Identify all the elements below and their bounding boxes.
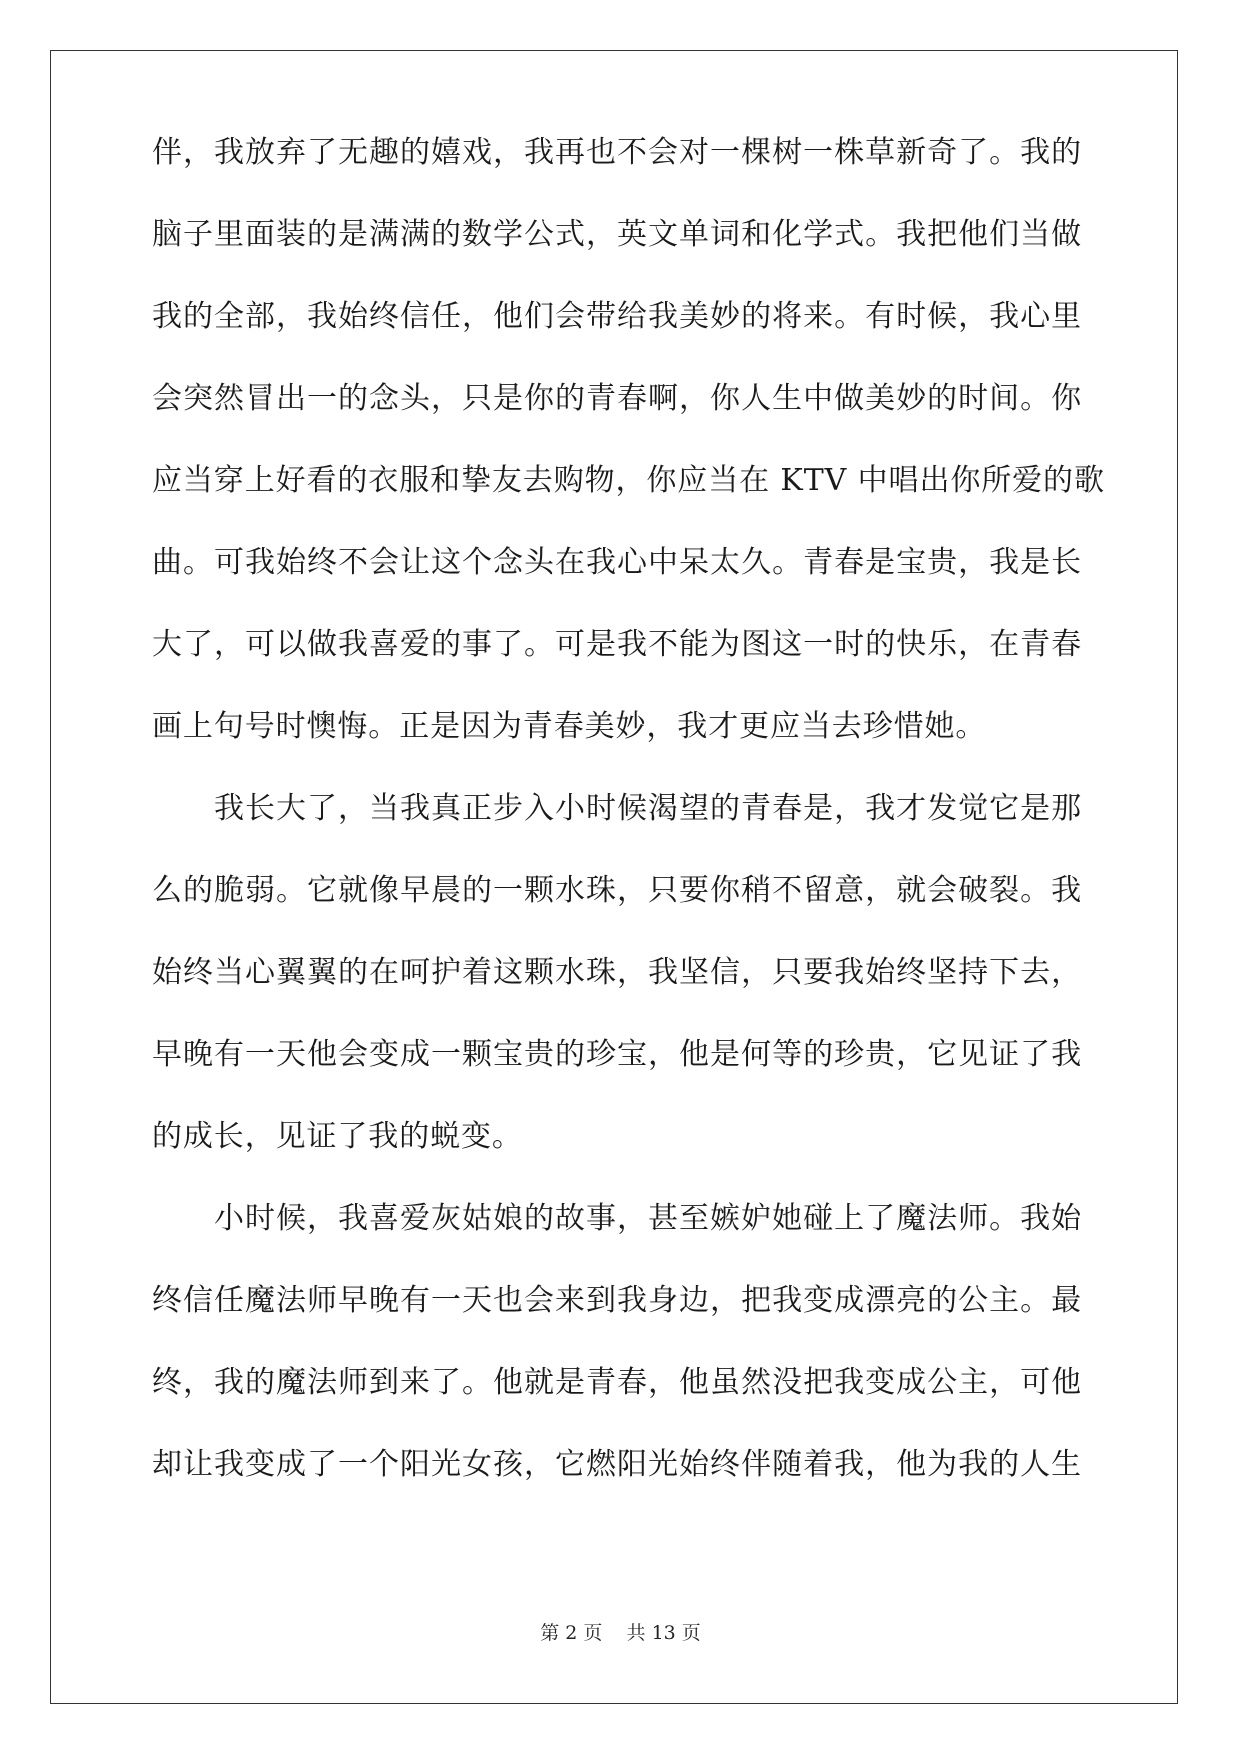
text-line: 我的全部，我始终信任，他们会带给我美妙的将来。有时候，我心里 xyxy=(152,299,1082,334)
text-line: 么的脆弱。它就像早晨的一颗水珠，只要你稍不留意，就会破裂。我 xyxy=(152,873,1082,908)
text-line: 终信任魔法师早晚有一天也会来到我身边，把我变成漂亮的公主。最 xyxy=(152,1283,1082,1318)
text-line: 我长大了，当我真正步入小时候渴望的青春是，我才发觉它是那 xyxy=(214,791,1082,826)
text-line: 终，我的魔法师到来了。他就是青春，他虽然没把我变成公主，可他 xyxy=(152,1365,1082,1400)
text-line: 始终当心翼翼的在呵护着这颗水珠，我坚信，只要我始终坚持下去， xyxy=(152,955,1082,990)
page-number: 第 2 页 共 13 页 xyxy=(540,1622,701,1644)
text-line: 伴，我放弃了无趣的嬉戏，我再也不会对一棵树一株草新奇了。我的 xyxy=(152,135,1082,170)
text-line: 应当穿上好看的衣服和挚友去购物，你应当在 KTV 中唱出你所爱的歌 xyxy=(152,463,1105,498)
text-line: 大了，可以做我喜爱的事了。可是我不能为图这一时的快乐，在青春 xyxy=(152,627,1082,662)
text-line: 曲。可我始终不会让这个念头在我心中呆太久。青春是宝贵，我是长 xyxy=(152,545,1082,580)
document-body xyxy=(152,135,1105,1547)
text-line: 早晚有一天他会变成一颗宝贵的珍宝，他是何等的珍贵，它见证了我 xyxy=(152,1037,1082,1072)
text-line: 会突然冒出一的念头，只是你的青春啊，你人生中做美妙的时间。你 xyxy=(152,381,1082,416)
text-line: 的成长，见证了我的蜕变。 xyxy=(152,1119,523,1154)
page-footer xyxy=(0,1618,1241,1645)
text-line: 脑子里面装的是满满的数学公式，英文单词和化学式。我把他们当做 xyxy=(152,217,1082,252)
text-line: 画上句号时懊悔。正是因为青春美妙，我才更应当去珍惜她。 xyxy=(152,709,987,744)
text-line: 却让我变成了一个阳光女孩，它燃阳光始终伴随着我，他为我的人生 xyxy=(152,1447,1082,1482)
text-line: 小时候，我喜爱灰姑娘的故事，甚至嫉妒她碰上了魔法师。我始 xyxy=(214,1201,1082,1236)
